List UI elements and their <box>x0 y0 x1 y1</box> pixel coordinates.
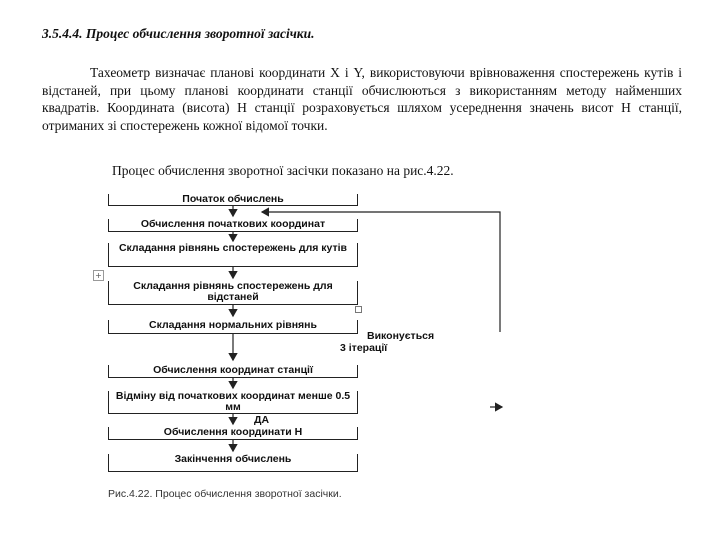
loop-label-2: 3 ітерації <box>340 342 388 354</box>
flow-step-height-calc: Обчислення координати H <box>108 427 358 440</box>
section-heading: 3.5.4.4. Процес обчислення зворотної засічки. <box>42 26 315 41</box>
flow-step-start: Початок обчислень <box>108 194 358 206</box>
flow-step-station-coords: Обчислення координат станції <box>108 365 358 378</box>
flow-step-difference-check: Відміну від початкових координат менше 0.5 мм <box>108 391 358 414</box>
flow-step-normal-equations: Складання нормальних рівнянь <box>108 320 358 334</box>
flow-step-end: Закінчення обчислень <box>108 454 358 472</box>
yes-label: ДА <box>254 414 270 426</box>
paragraph-1-text: Тахеометр визначає планові координати X і Y, використовуючи врівноваження спостережень кутів і відстаней, при цьому планові координати станції обчислюються з використанням методу найменших квадратів. Координата (висота) H станції розраховується шляхом усереднення значень висот H станції, отриманих зі спостережень кожної відомої точки. <box>42 65 682 133</box>
body-paragraph-2: Процес обчислення зворотної засічки показано на рис.4.22. <box>112 163 454 178</box>
figure-caption: Рис.4.22. Процес обчислення зворотної засічки. <box>108 488 342 500</box>
flow-step-distance-equations: Складання рівнянь спостережень для відстаней <box>108 281 358 305</box>
move-handle-icon[interactable]: + <box>93 270 104 281</box>
flow-step-angle-equations: Складання рівнянь спостережень для кутів <box>108 243 358 267</box>
flow-step-initial-coords: Обчислення початкових координат <box>108 219 358 232</box>
loop-label-1: Виконується <box>367 330 435 342</box>
